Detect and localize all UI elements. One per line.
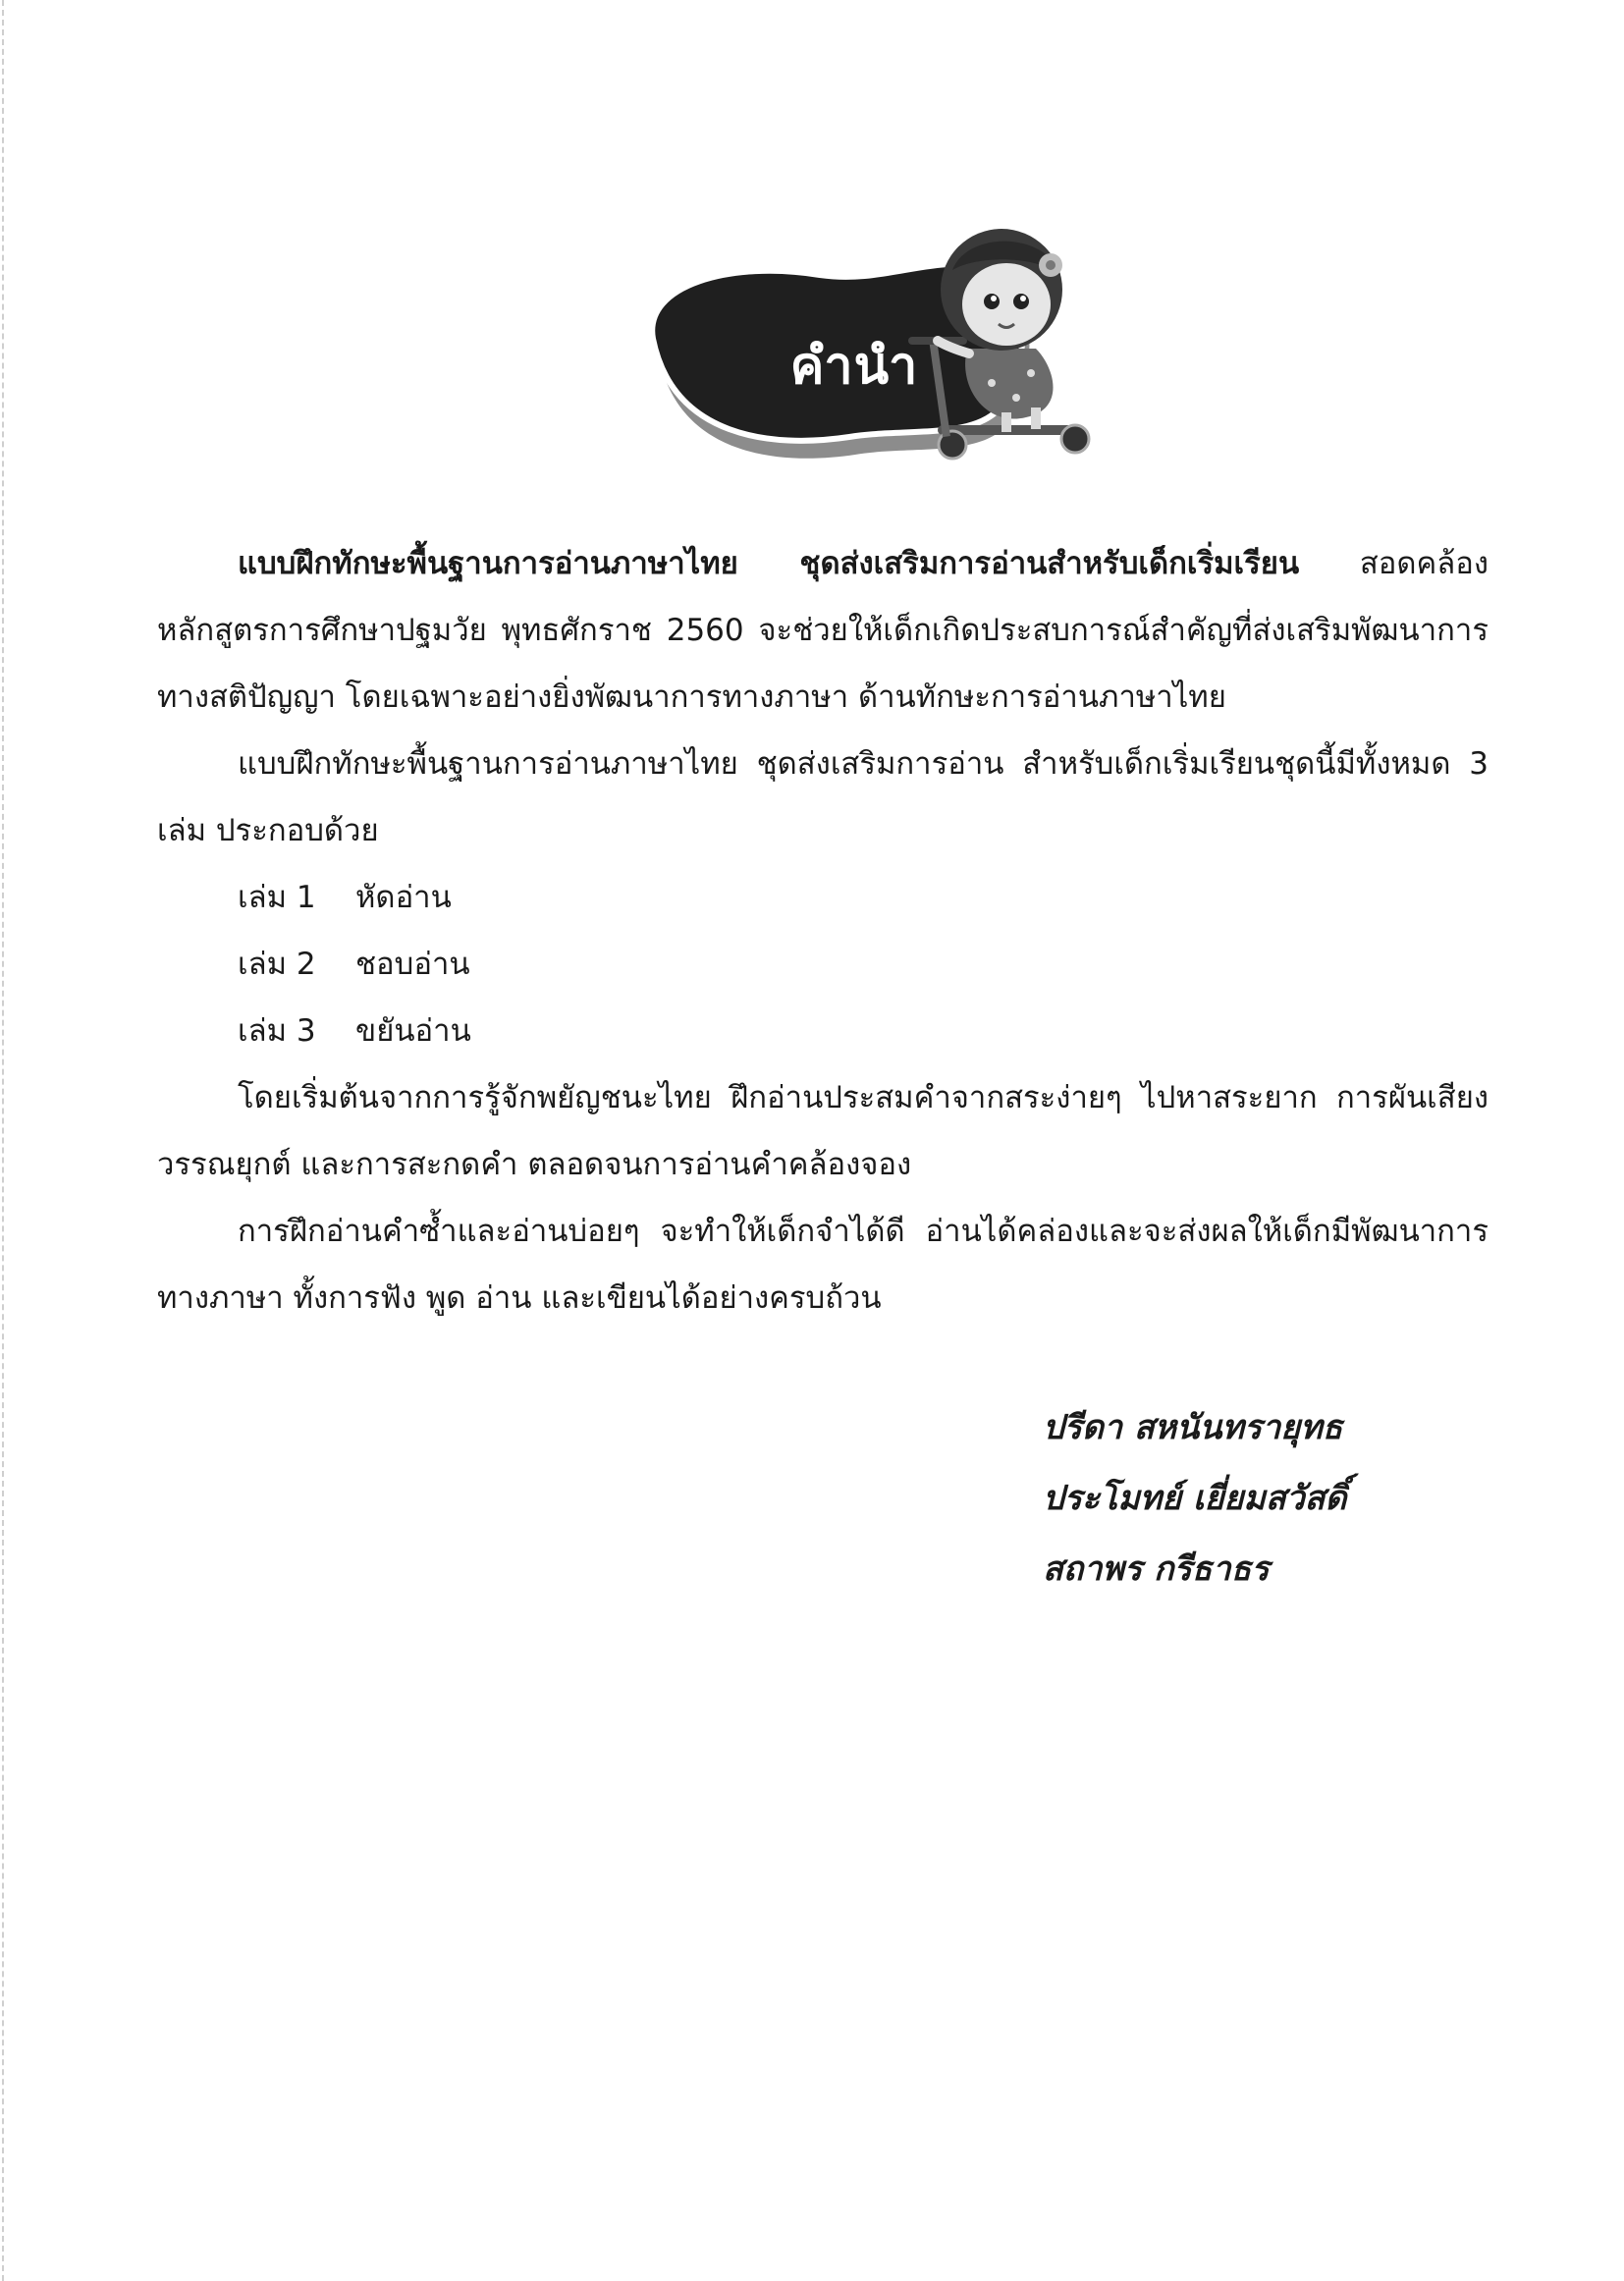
intro-bold-lead: แบบฝึกทักษะพื้นฐานการอ่านภาษาไทย ชุดส่งเสริมการอ่านสำหรับเด็กเริ่มเรียน [238, 546, 1300, 581]
page-title: คำนำ [789, 337, 919, 396]
practice-paragraph: การฝึกอ่านคำซ้ำและอ่านบ่อยๆ จะทำให้เด็กจำได้ดี อ่านได้คล่องและจะส่งผลให้เด็กมีพัฒนาการทางภาษา ทั้งการฟัง พูด อ่าน และเขียนได้อย่างครบถ้วน [157, 1214, 1489, 1316]
series-paragraph: แบบฝึกทักษะพื้นฐานการอ่านภาษาไทย ชุดส่งเสริมการอ่าน สำหรับเด็กเริ่มเรียนชุดนี้มีทั้งหมด 3 เล่ม ประกอบด้วย [157, 746, 1489, 848]
foreword-body [157, 530, 1489, 1331]
page-edge-guide [2, 0, 4, 2281]
volume-item [157, 998, 1489, 1064]
volume-name: ชอบอ่าน [355, 947, 470, 982]
author-signatures [1043, 1392, 1347, 1604]
volume-item [157, 931, 1489, 998]
volume-item [157, 864, 1489, 931]
author-name: ปรีดา สหนันทรายุทธ [1043, 1408, 1343, 1447]
volume-name: หัดอ่าน [355, 880, 452, 915]
volume-label: เล่ม 1 [238, 880, 316, 915]
volume-name: ขยันอ่าน [355, 1013, 471, 1049]
title-badge [614, 191, 1144, 486]
volume-label: เล่ม 3 [238, 1013, 316, 1049]
method-paragraph: โดยเริ่มต้นจากการรู้จักพยัญชนะไทย ฝึกอ่านประสมคำจากสระง่ายๆ ไปหาสระยาก การผันเสียงวรรณยุกต์ และการสะกดคำ ตลอดจนการอ่านคำคล้องจอง [157, 1080, 1489, 1182]
intro-paragraph [157, 530, 1489, 731]
volume-list [157, 864, 1489, 1064]
author-name: สถาพร กรีธาธร [1043, 1549, 1270, 1589]
author-name: ประโมทย์ เยี่ยมสวัสดิ์ [1043, 1479, 1347, 1518]
intro-rest: สอดคล้องหลักสูตรการศึกษาปฐมวัย พุทธศักราช 2560 จะช่วยให้เด็กเกิดประสบการณ์สำคัญที่ส่งเสริมพัฒนาการทางสติปัญญา โดยเฉพาะอย่างยิ่งพัฒนาการทางภาษา ด้านทักษะการอ่านภาษาไทย [157, 546, 1489, 715]
volume-label: เล่ม 2 [238, 947, 316, 982]
